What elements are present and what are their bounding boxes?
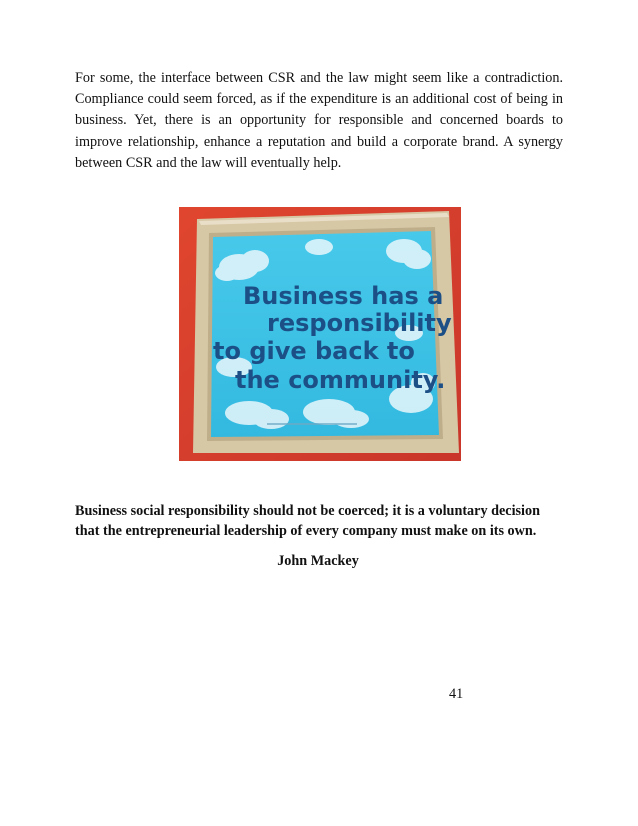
body-paragraph: For some, the interface between CSR and the law might seem like a contradiction. Compliance could seem forced, as if the expenditure is an additional cost of being in business. Yet, there is an opportunity for responsible and concerned boards to improve relationship, enhance a reputation and build a corporate brand. A synergy between CSR and the law will eventually help.: [75, 70, 563, 171]
framed-sign-photo: [179, 207, 461, 461]
page-number: 41: [449, 686, 464, 702]
quote-author: [0, 553, 638, 570]
sign-line-2: responsibility: [267, 309, 452, 337]
sign-line-4: the community.: [235, 366, 446, 394]
quote-text: Business social responsibility should not be coerced; it is a voluntary decision that the entrepreneurial leadership of every company must make on its own.: [75, 503, 540, 539]
sign-line-3: to give back to: [213, 337, 415, 365]
quote-author-name: John Mackey: [277, 553, 359, 569]
framed-sign-illustration: [179, 207, 461, 461]
sign-line-1: Business has a: [243, 282, 444, 310]
